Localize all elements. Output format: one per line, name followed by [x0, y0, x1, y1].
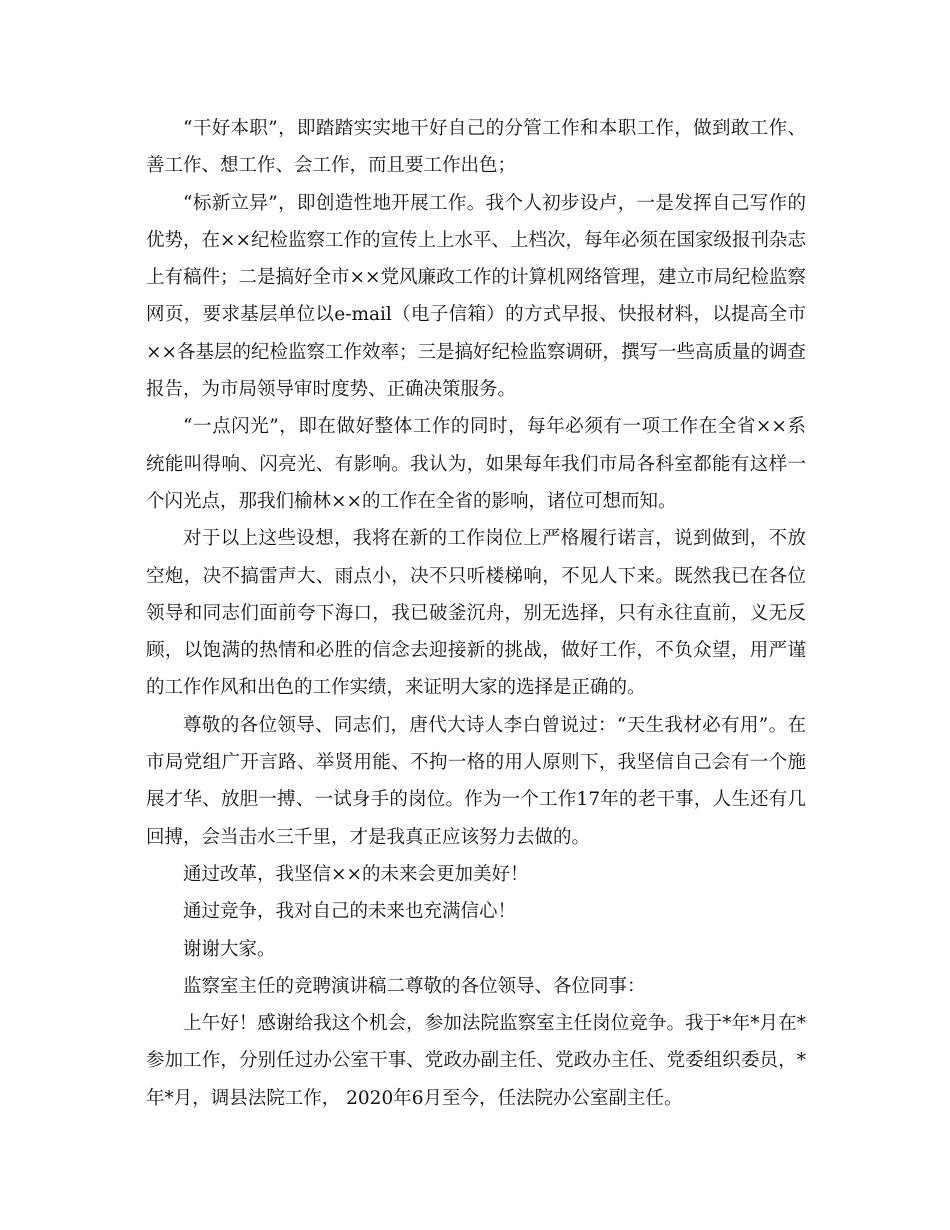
paragraph-thanks: 谢谢大家。 [183, 938, 276, 960]
paragraph-speech-two-title: 监察室主任的竞聘演讲稿二尊敬的各位领导、各位同事： [183, 975, 646, 997]
document-body [146, 110, 806, 1117]
paragraph-ganhao-benzhi: “干好本职”，即踏踏实实地干好自己的分管工作和本职工作，做到敢工作、善工作、想工作、会工作，而且要工作出色； [146, 118, 806, 177]
paragraph-libai-quote: 尊敬的各位领导、同志们，唐代大诗人李白曾说过：“天生我材必有用”。在市局党组广开言路、举贤用能、不拘一格的用人原则下，我坚信自己会有一个施展才华、放胆一搏、一试身手的岗位。作为一个工作17年的老干事，人生还有几回搏，会当击水三千里，才是我真正应该努力去做的。 [146, 714, 806, 848]
paragraph-gaige: 通过改革，我坚信××的未来会更加美好！ [183, 863, 529, 885]
paragraph-jingzheng: 通过竞争，我对自己的未来也充满信心！ [183, 901, 517, 923]
paragraph-shexiang-nuoyan: 对于以上这些设想，我将在新的工作岗位上严格履行诺言，说到做到，不放空炮，决不搞雷声大、雨点小，决不只听楼梯响，不见人下来。既然我已在各位领导和同志们面前夸下海口，我已破釜沉舟，别无选择，只有永往直前，义无反顾，以饱满的热情和必胜的信念去迎接新的挑战，做好工作，不负众望，用严谨的工作作风和出色的工作实绩，来证明大家的选择是正确的。 [146, 528, 806, 699]
paragraph-yidian-shanguang: “一点闪光”，即在做好整体工作的同时，每年必须有一项工作在全省××系统能叫得响、闪亮光、有影响。我认为，如果每年我们市局各科室都能有这样一个闪光点，那我们榆林××的工作在全省的影响，诸位可想而知。 [146, 416, 806, 512]
paragraph-biaoxin-liyi: “标新立异”，即创造性地开展工作。我个人初步设卢，一是发挥自己写作的优势，在××纪检监察工作的宣传上上水平、上档次，每年必须在国家级报刊杂志上有稿件；二是搞好全市××党风廉政工作的计算机网络管理，建立市局纪检监察网页，要求基层单位以e-mail（电子信箱）的方式早报、快报材料，以提高全市××各基层的纪检监察工作效率；三是搞好纪检监察调研，撰写一些高质量的调查报告，为市局领导审时度势、正确决策服务。 [146, 192, 807, 401]
paragraph-self-introduction: 上午好！感谢给我这个机会，参加法院监察室主任岗位竞争。我于*年*月在*参加工作，分别任过办公室干事、党政办副主任、党政办主任、党委组织委员，*年*月，调县法院工作， 2020年6月至今，任法院办公室副主任。 [146, 1013, 806, 1109]
